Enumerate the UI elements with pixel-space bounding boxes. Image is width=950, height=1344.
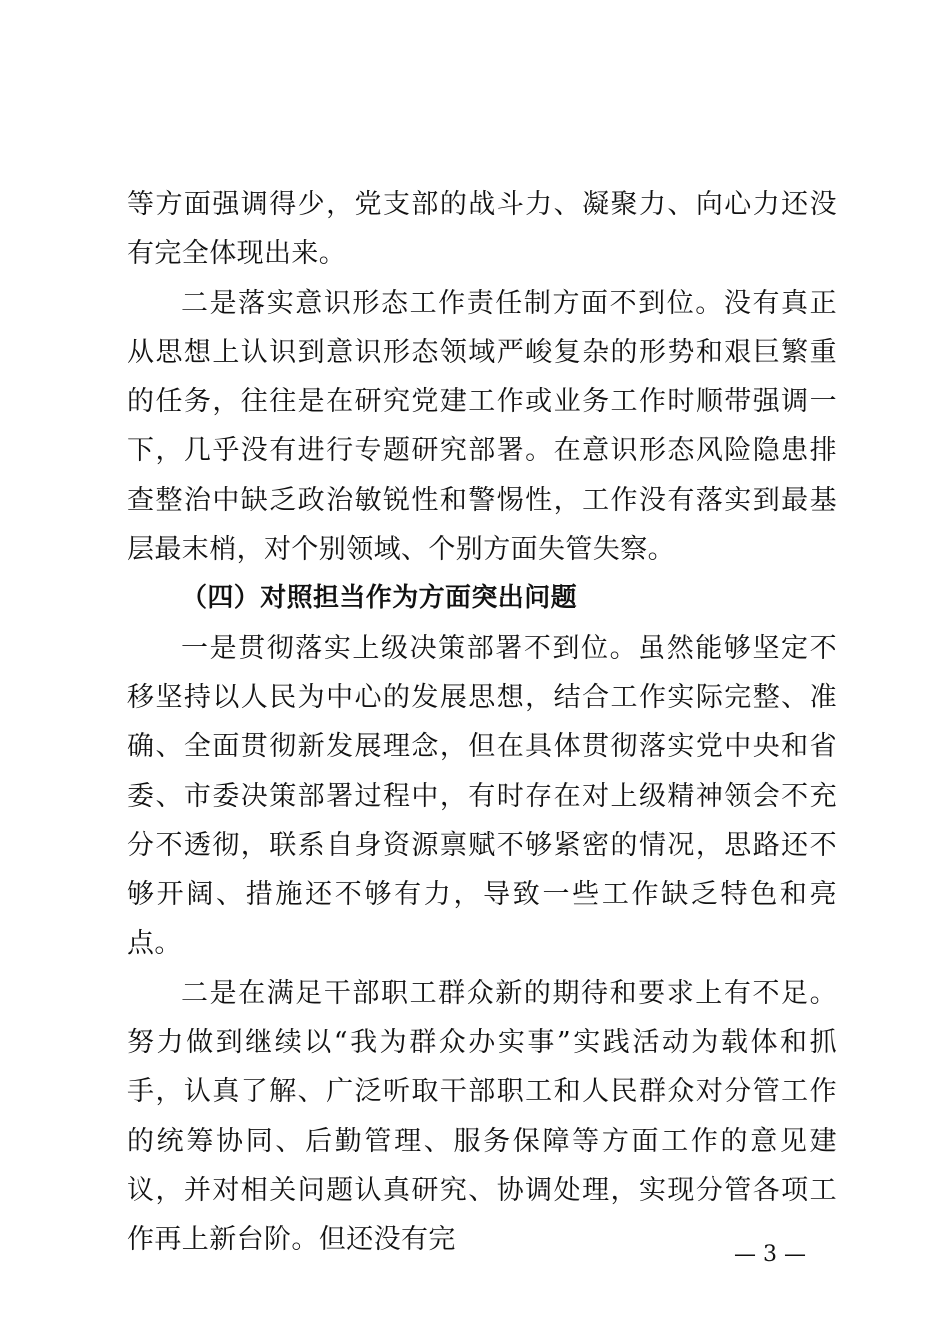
section-heading-four: （四）对照担当作为方面突出问题 <box>181 583 578 614</box>
page-number: — 3 — <box>734 1242 806 1267</box>
document-body <box>127 180 837 1265</box>
paragraph-expectations: 二是在满足干部职工群众新的期待和要求上有不足。努力做到继续以“我为群众办实事”实践活动为载体和抓手，认真了解、广泛听取干部职工和人民群众对分管工作的统筹协同、后勤管理、服务保障等方面工作的意见建议，并对相关问题认真研究、协调处理，实现分管各项工作再上新台阶。但还没有完 <box>127 977 837 1256</box>
paragraph-ideology-responsibility: 二是落实意识形态工作责任制方面不到位。没有真正从思想上认识到意识形态领域严峻复杂的形势和艰巨繁重的任务，往往是在研究党建工作或业务工作时顺带强调一下，几乎没有进行专题研究部署。在意识形态风险隐患排查整治中缺乏政治敏锐性和警惕性，工作没有落实到最基层最末梢，对个别领域、个别方面失管失察。 <box>127 287 837 566</box>
paragraph-implementation: 一是贯彻落实上级决策部署不到位。虽然能够坚定不移坚持以人民为中心的发展思想，结合工作实际完整、准确、全面贯彻新发展理念，但在具体贯彻落实党中央和省委、市委决策部署过程中，有时存在对上级精神领会不充分不透彻，联系自身资源禀赋不够紧密的情况，思路还不够开阔、措施还不够有力，导致一些工作缺乏特色和亮点。 <box>127 632 837 960</box>
paragraph-continuation: 等方面强调得少，党支部的战斗力、凝聚力、向心力还没有完全体现出来。 <box>127 189 837 270</box>
